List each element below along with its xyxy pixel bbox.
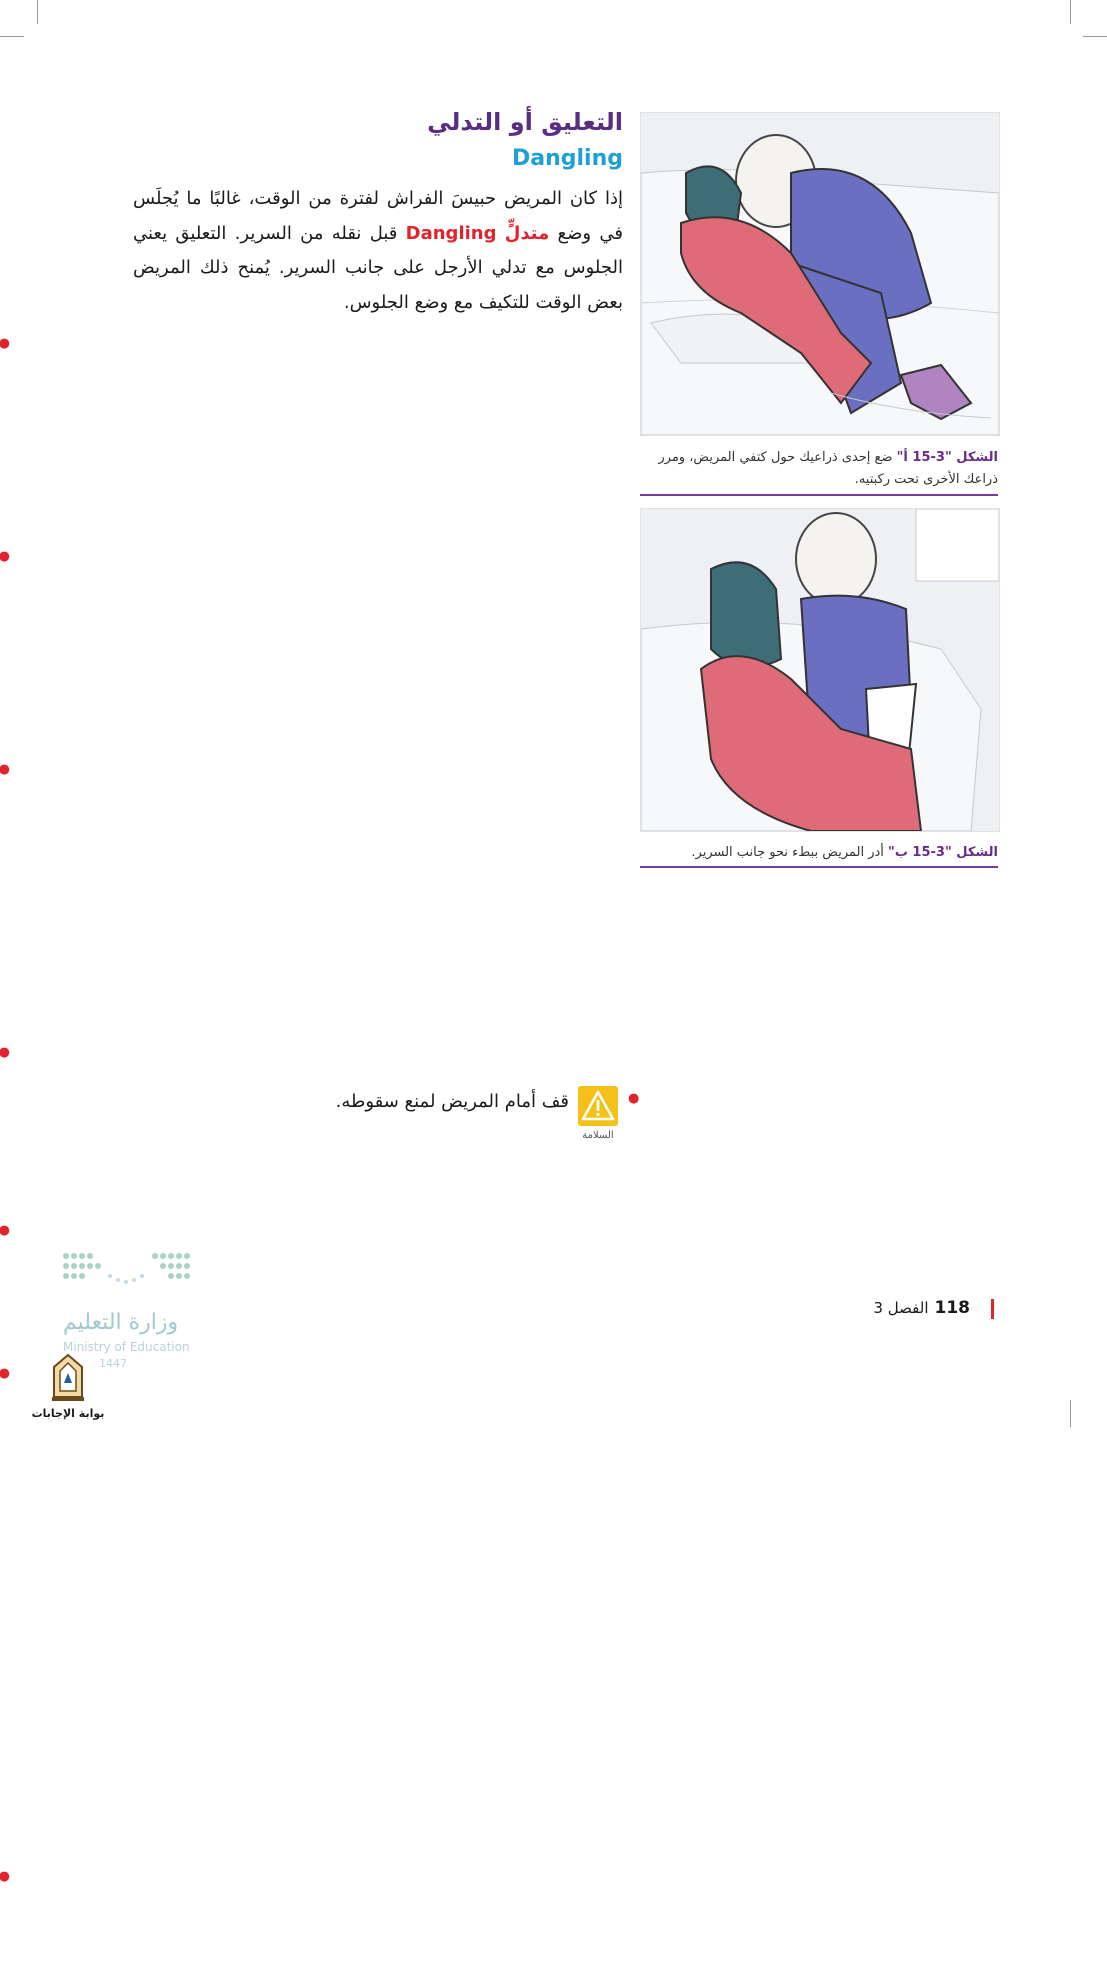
safety-label: السلامة xyxy=(582,1130,614,1141)
page-number: 118 xyxy=(934,1298,970,1318)
warning-icon xyxy=(578,1086,618,1126)
bullet-raise-bed-head xyxy=(0,1214,6,1283)
bullet-blood-pressure xyxy=(0,753,6,892)
ministry-year: 1447 xyxy=(99,1357,127,1370)
ministry-name-english: Ministry of Education xyxy=(63,1340,190,1354)
ministry-logo-dots xyxy=(60,1250,200,1302)
section-title-english: Dangling xyxy=(511,146,623,171)
figure-3-15a-caption xyxy=(640,447,998,491)
safety-bullet-dot: ● xyxy=(628,1091,640,1106)
bullet-check-pulse xyxy=(0,1860,6,1964)
figure-3-15b-illustration xyxy=(640,508,1000,832)
bullet-radial-pulse xyxy=(0,540,6,644)
keyword-english: Dangling xyxy=(405,222,497,244)
figure-3-15b-caption xyxy=(640,842,998,864)
safety-badge xyxy=(578,1086,618,1141)
bullet-approach-patient xyxy=(0,1357,6,1565)
intro-text xyxy=(133,182,623,321)
bullet-monitor-breathing xyxy=(0,1036,6,1105)
page-number-marker xyxy=(991,1299,994,1319)
ministry-logo-icon xyxy=(60,1250,200,1298)
figure-3-15a-illustration xyxy=(640,112,1000,436)
crop-mark xyxy=(1070,0,1071,24)
bullet-lower-bed xyxy=(0,327,6,431)
figure-a-caption-text: ضع إحدى ذراعيك حول كتفي المريض، ومرر ذراعك الأخرى تحت ركبتيه. xyxy=(658,450,998,487)
watermark-site-name: بوابة الإجابات xyxy=(31,1407,105,1420)
keyword-arabic: متدلٍّ xyxy=(504,222,550,244)
intro-paragraph xyxy=(133,182,623,321)
lantern-icon xyxy=(46,1353,90,1403)
figure-b-caption-text: أدر المريض ببطء نحو جانب السرير. xyxy=(691,845,884,860)
intro-part-2: قبل نقله من السرير. التعليق يعني الجلوس مع تدلي الأرجل على جانب السرير. يُمنح ذلك المريض بعض الوقت للتكيف مع وضع الجلوس. xyxy=(133,222,623,314)
section-title-arabic: التعليق أو التدلي xyxy=(427,108,623,136)
figure-b-label: الشكل "3-15 ب" xyxy=(888,845,998,860)
figure-a-label: الشكل "3-15 أ" xyxy=(896,450,998,465)
crop-mark xyxy=(1083,36,1107,37)
crop-mark xyxy=(1070,1400,1071,1427)
intro-part-1: إذا كان المريض حبيسَ الفراش لفترة من الوقت، غالبًا ما يُجلَس في وضع xyxy=(133,188,623,244)
chapter-label: الفصل 3 xyxy=(873,1299,929,1317)
crop-mark xyxy=(0,36,24,37)
page-footer xyxy=(873,1298,970,1318)
figure-a-drawing xyxy=(641,113,999,435)
safety-text: قف أمام المريض لمنع سقوطه. xyxy=(335,1091,569,1112)
figure-a-divider xyxy=(640,494,998,496)
ministry-name-arabic: وزارة التعليم xyxy=(63,1310,179,1335)
crop-mark xyxy=(37,0,38,24)
watermark-logo xyxy=(18,1353,118,1420)
figure-b-divider xyxy=(640,866,998,868)
figure-b-drawing xyxy=(641,509,999,831)
